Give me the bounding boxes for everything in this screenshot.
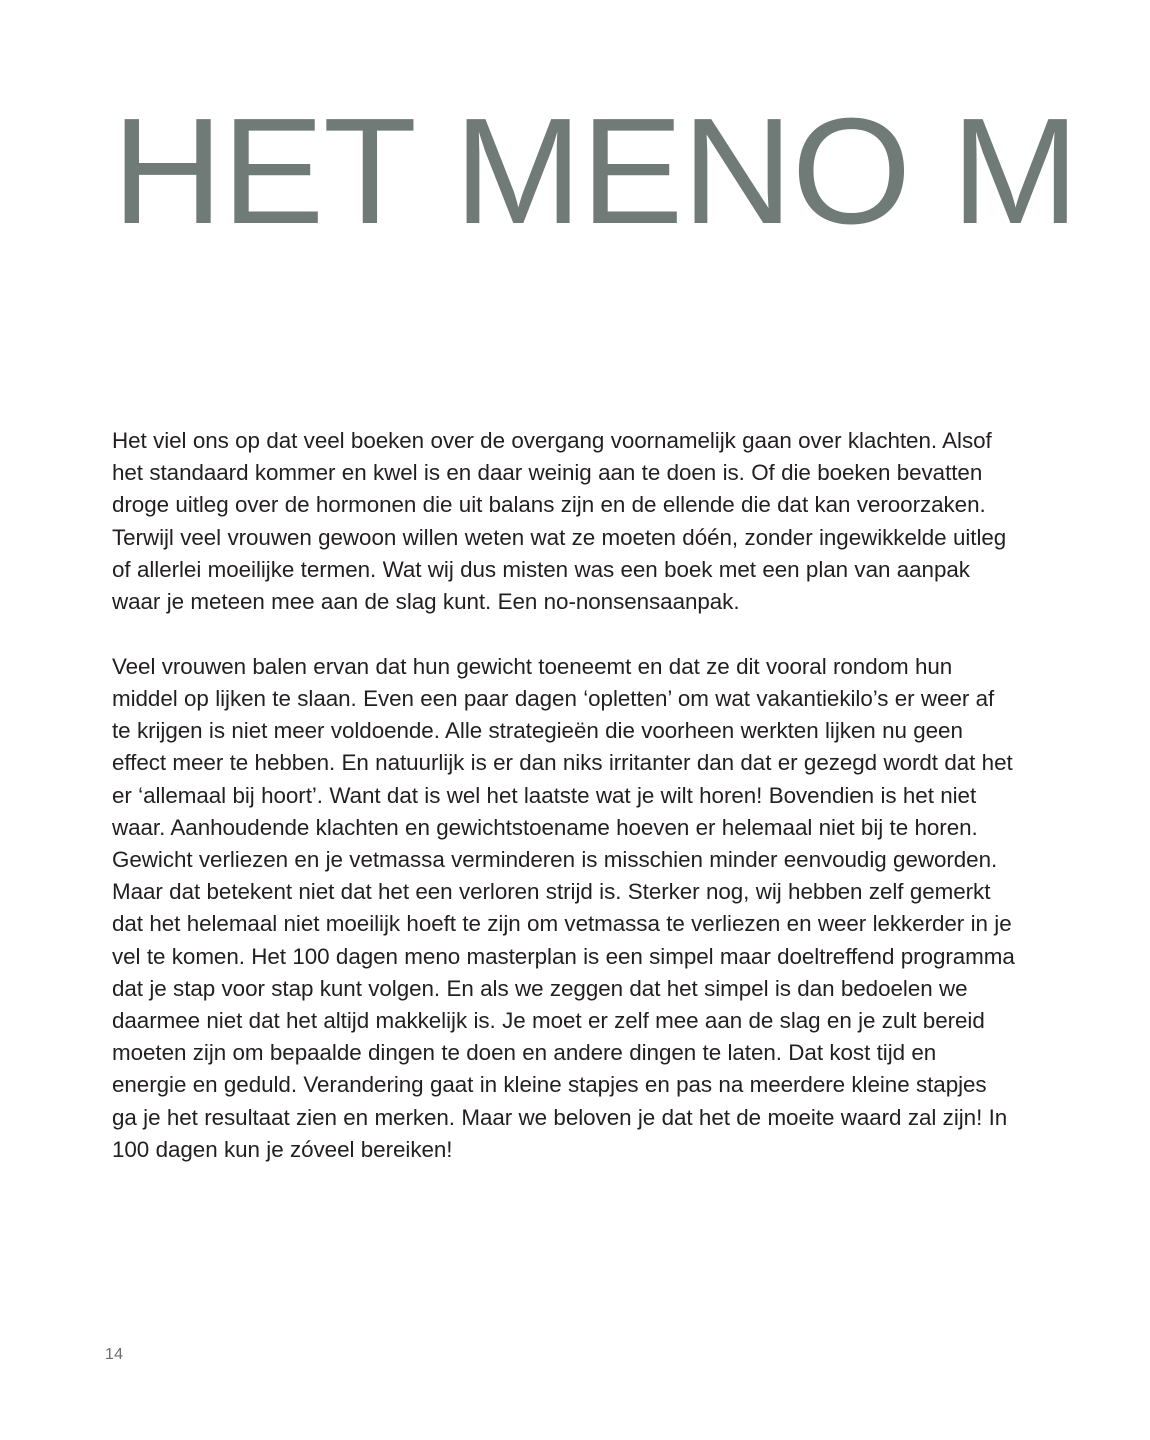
page-title: HET MENO M xyxy=(112,86,1078,255)
page-title-block xyxy=(112,82,1150,262)
body-text-column xyxy=(112,425,1015,1166)
body-paragraph-2: Veel vrouwen balen ervan dat hun gewicht toeneemt en dat ze dit vooral rondom hun middel op lijken te slaan. Even een paar dagen ‘opletten’ om wat vakantiekilo’s er weer af te krijgen is niet meer voldoende. Alle strategieën die voorheen werkten lijken nu geen effect meer te hebben. En natuurlijk is er dan niks irritanter dan dat er gezegd wordt dat het er ‘allemaal bij hoort’. Want dat is wel het laatste wat je wilt horen! Bovendien is het niet waar. Aanhoudende klachten en gewichtstoename hoeven er helemaal niet bij te horen. Gewicht verliezen en je vetmassa verminderen is misschien minder eenvoudig geworden. Maar dat betekent niet dat het een verloren strijd is. Sterker nog, wij hebben zelf gemerkt dat het helemaal niet moeilijk hoeft te zijn om vetmassa te verliezen en weer lekkerder in je vel te komen. Het 100 dagen meno masterplan is een simpel maar doeltreffend programma dat je stap voor stap kunt volgen. En als we zeggen dat het simpel is dan bedoelen we daarmee niet dat het altijd makkelijk is. Je moet er zelf mee aan de slag en je zult bereid moeten zijn om bepaalde dingen te doen en andere dingen te laten. Dat kost tijd en energie en geduld. Verandering gaat in kleine stapjes en pas na meerdere kleine stapjes ga je het resultaat zien en merken. Maar we beloven je dat het de moeite waard zal zijn! In 100 dagen kun je zóveel bereiken! xyxy=(112,653,1015,1162)
body-paragraph-1: Het viel ons op dat veel boeken over de overgang voornamelijk gaan over klachten. Alsof het standaard kommer en kwel is en daar weinig aan te doen is. Of die boeken bevatten droge uitleg over de hormonen die uit balans zijn en de ellende die dat kan veroorzaken. Terwijl veel vrouwen gewoon willen weten wat ze moeten dóén, zonder ingewikkelde uitleg of allerlei moeilijke termen. Wat wij dus misten was een boek met een plan van aanpak waar je meteen mee aan de slag kunt. Een no-nonsensaanpak. xyxy=(112,428,1007,615)
page-number: 14 xyxy=(105,1346,124,1363)
